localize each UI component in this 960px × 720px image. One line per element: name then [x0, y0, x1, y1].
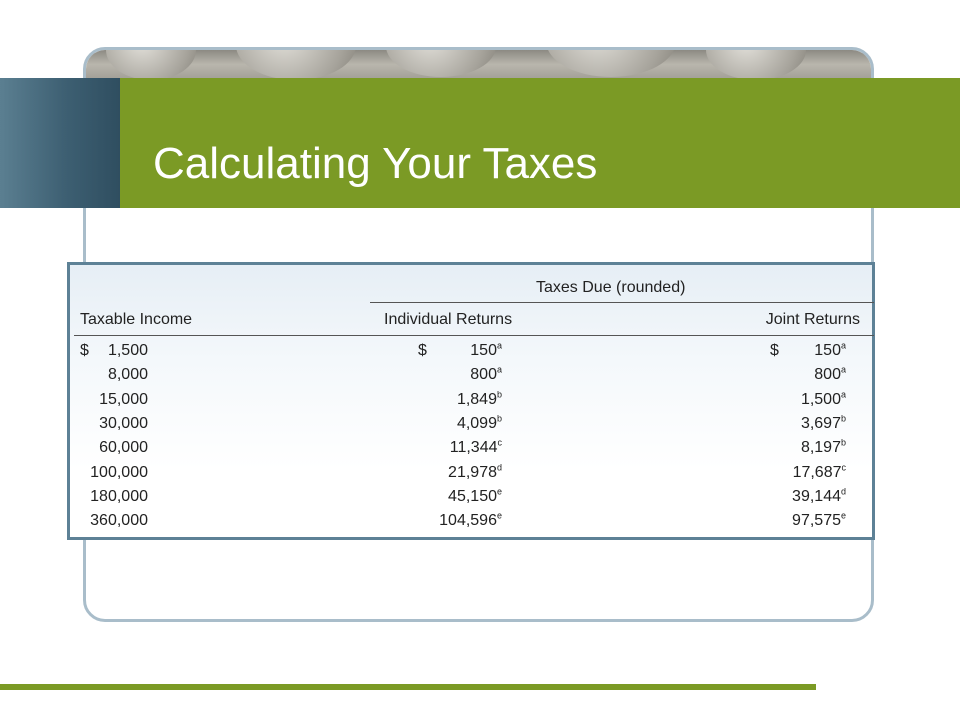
joint-cell [792, 511, 846, 531]
individual-cell [457, 390, 502, 410]
joint-cell-footnote: e [840, 510, 846, 521]
footer-line [0, 684, 816, 690]
col-header-individual-returns: Individual Returns [384, 311, 513, 328]
col-header-joint-returns: Joint Returns [765, 311, 860, 328]
income-cell: 360,000 [90, 512, 148, 530]
individual-cell-footnote: d [496, 462, 502, 473]
income-cell: 100,000 [90, 463, 148, 481]
joint-cell [814, 365, 846, 385]
individual-cell [457, 414, 502, 434]
individual-cell [448, 463, 502, 483]
group-header: Taxes Due (rounded) [536, 279, 686, 296]
joint-cell-footnote: d [840, 486, 846, 497]
joint-cell-value: 97,575 [792, 512, 841, 530]
individual-cell-footnote: a [496, 340, 502, 351]
individual-cell [470, 365, 502, 385]
tax-table-body [70, 265, 872, 537]
income-cell: 30,000 [99, 414, 148, 432]
joint-cell [801, 438, 846, 458]
joint-cell-value: 800 [814, 366, 841, 384]
individual-currency-symbol: $ [418, 342, 427, 359]
individual-cell-footnote: e [496, 486, 502, 497]
title-band-left-accent [0, 78, 120, 208]
individual-cell-footnote: b [496, 413, 502, 424]
column-header-divider [74, 335, 874, 336]
individual-cell-value: 45,150 [448, 487, 497, 505]
joint-cell [793, 463, 846, 483]
joint-cell-value: 3,697 [800, 414, 841, 432]
joint-cell [801, 414, 846, 434]
individual-cell-value: 150 [470, 342, 497, 359]
income-cell: 8,000 [107, 366, 148, 384]
joint-currency-symbol: $ [770, 342, 779, 359]
slide-title: Calculating Your Taxes [153, 139, 598, 188]
income-cell: 15,000 [99, 390, 148, 408]
income-currency-symbol: $ [80, 342, 89, 359]
joint-cell-footnote: a [840, 364, 846, 375]
individual-cell [470, 341, 502, 361]
individual-cell-value: 4,099 [456, 414, 497, 432]
joint-cell-footnote: b [840, 437, 846, 448]
col-header-taxable-income: Taxable Income [80, 311, 193, 328]
joint-cell-value: 1,500 [800, 390, 841, 408]
joint-cell-footnote: c [841, 462, 846, 473]
income-cell: 60,000 [99, 439, 148, 457]
individual-cell-footnote: e [496, 510, 502, 521]
individual-cell-value: 104,596 [439, 512, 497, 530]
joint-cell-footnote: b [840, 413, 846, 424]
income-cell: 1,500 [107, 342, 148, 359]
joint-cell [814, 341, 846, 361]
joint-cell [801, 390, 846, 410]
header-divider [370, 302, 874, 303]
individual-cell-value: 1,849 [456, 390, 497, 408]
joint-cell-value: 8,197 [800, 439, 841, 457]
joint-cell-value: 39,144 [792, 487, 841, 505]
tax-table [67, 262, 875, 540]
individual-cell-value: 11,344 [449, 439, 498, 457]
joint-cell-footnote: a [840, 389, 846, 400]
individual-cell [448, 487, 502, 507]
joint-cell-footnote: a [840, 340, 846, 351]
individual-cell [439, 511, 502, 531]
joint-cell [792, 487, 846, 507]
individual-cell-value: 21,978 [448, 463, 497, 481]
individual-cell-footnote: a [496, 364, 502, 375]
joint-cell-value: 17,687 [792, 463, 842, 481]
individual-cell-footnote: b [496, 389, 502, 400]
individual-cell [450, 438, 502, 458]
individual-cell-value: 800 [470, 366, 497, 384]
individual-cell-footnote: c [497, 437, 502, 448]
joint-cell-value: 150 [814, 342, 841, 359]
income-cell: 180,000 [90, 487, 148, 505]
